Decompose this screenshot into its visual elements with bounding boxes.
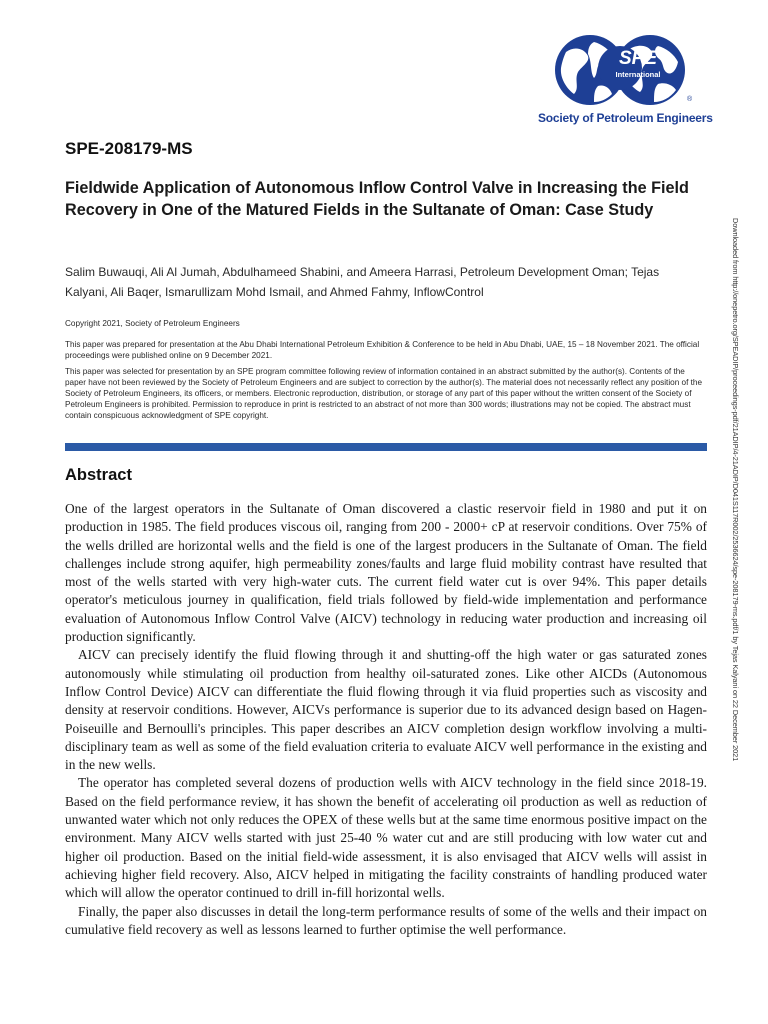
selection-note: This paper was selected for presentation by an SPE program committee following review of information contained in an abstract submitted by the author(s). Contents of the paper have not been reviewed by the Society of Petroleum Engineers and are subject to correction by the author(s). The material does not necessarily reflect any position of the Society of Petroleum Engineers, its officers, or members. Electronic reproduction, distribution, or storage of any part of this paper without the written consent of the Society of Petroleum Engineers is prohibited. Permission to reproduce in print is restricted to an abstract of not more than 300 words; illustrations may not be copied. The abstract must contain conspicuous acknowledgment of SPE copyright. xyxy=(65,367,703,420)
paper-title: Fieldwide Application of Autonomous Inflow Control Valve in Increasing the Field Recovery in One of the Matured Fields in the Sultanate of Oman: Case Study xyxy=(65,179,689,219)
download-note-text: Downloaded from http://onepetro.org/SPEADIP/proceedings-pdf/21ADIP/4-21ADIP/D041S117R002/2536624/spe-208179-ms.pdf/1 by Tejas Kalyani on 22 December 2021 xyxy=(731,218,740,762)
abstract-paragraph: AICV can precisely identify the fluid flowing through it and shutting-off the high water or gas saturated zones autonomously while stimulating oil production from healthy oil-saturated zones. Like other AICDs (Autonomous Inflow Control Device) AICV can differentiate the fluid flowing through it via fluid properties such as viscosity and density at reservoir conditions. However, AICVs performance is superior due to its advanced design based on Hagen-Poiseuille and Bernoulli's principles. This paper describes an AICV completion design workflow involving a multi-disciplinary team as well as some of the field evaluation criteria to evaluate AICV well performance in the existing and in the new wells. xyxy=(65,647,707,773)
registered-mark: ® xyxy=(687,96,693,103)
abstract-paragraph: One of the largest operators in the Sultanate of Oman discovered a clastic reservoir field in 1980 and put it on production in 1985. The field produces viscous oil, ranging from 200 - 2000+ cP at reservoir conditions. Over 75% of the wells drilled are horizontal wells and the field is one of the largest producers in the Sultanate of Oman. The field challenges include strong aquifer, high permeability zones/faults and large fluid mobility contrast have resulted that most of the wells started with very high-water cuts. The current field water cut is over 94%. This paper details operator's meticulous journey in qualification, field trials followed by field-wide implementation and performance evaluation of Autonomous Inflow Control Valve (AICV) technology in reducing water production and increasing oil production significantly. xyxy=(65,501,707,645)
paper-number: SPE-208179-MS xyxy=(65,139,193,158)
abstract-paragraph: Finally, the paper also discusses in detail the long-term performance results of some of the wells and their impact on cumulative field recovery as well as lessons learned to further optimise the well performance. xyxy=(65,903,707,937)
section-divider xyxy=(65,443,707,451)
spe-wordmark: SPE xyxy=(618,48,658,69)
abstract-paragraph: The operator has completed several dozens of production wells with AICV technology in the field since 2018-19. Based on the field performance review, it has shown the benefit of accelerating oil production as well as reduction of unwanted water which not only reduces the OPEX of these wells but at the same time enormous positive impact on the environment. Many AICV wells started with just 25-40 % water cut and are still producing with low water cut and higher oil production. Based on the initial field-wide assessment, it is also envisaged that AICV wells will assist in achieving higher field recovery. Also, AICV helped in mitigating the facility constraints of handling produced water which will allow the operator continued to drill in-fill horizontal wells. xyxy=(65,775,707,901)
copyright-notice: Copyright 2021, Society of Petroleum Engineers xyxy=(65,319,240,328)
abstract-heading: Abstract xyxy=(65,466,132,484)
presentation-note: This paper was prepared for presentation at the Abu Dhabi International Petroleum Exhibition & Conference to be held in Abu Dhabi, UAE, 15 – 18 November 2021. The official proceedings were published online on 9 December 2021. xyxy=(65,340,700,360)
author-list: Salim Buwauqi, Ali Al Jumah, Abdulhameed Shabini, and Ameera Harrasi, Petroleum Development Oman; Tejas Kalyani, Ali Baqer, Ismarullizam Mohd Ismail, and Ahmed Fahmy, InflowControl xyxy=(65,265,660,299)
abstract-body xyxy=(65,500,707,939)
spe-international-wordmark: International xyxy=(615,70,661,79)
logo-subtitle: Society of Petroleum Engineers xyxy=(538,111,713,125)
download-note xyxy=(726,218,746,808)
spe-logo[interactable] xyxy=(538,32,713,128)
